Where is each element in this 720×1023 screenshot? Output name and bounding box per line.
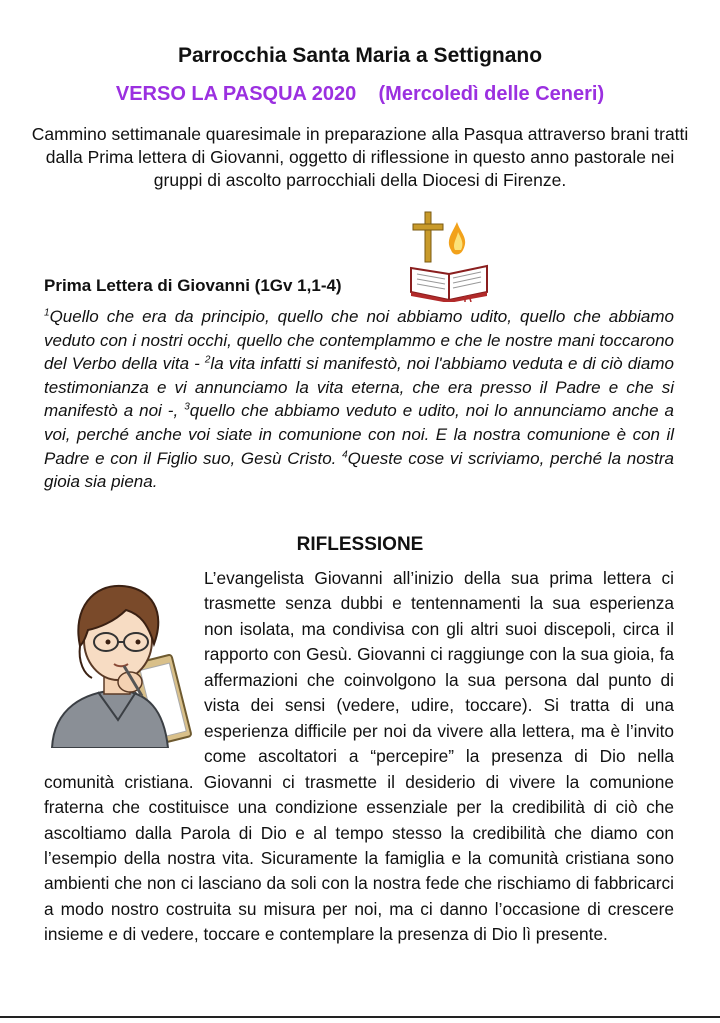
scripture-passage	[44, 305, 674, 494]
intro-paragraph: Cammino settimanale quaresimale in preparazione alla Pasqua attraverso brani tratti dalla Prima lettera di Giovanni, oggetto di riflessione in questo anno pastorale nei gruppi di ascolto parrocchiali della Diocesi di Firenze.	[31, 124, 689, 190]
reflection-text: L’evangelista Giovanni all’inizio della sua prima lettera ci trasmette senza dubbi e tentennamenti la sua esperienza non isolata, ma condivisa con gli altri suoi discepoli, circa il rapporto con Gesù. Giovanni ci raggiunge con la sua gioia, fa affermazioni che coinvolgono la sua persona dal punto di vista dei sensi (vedere, udire, toccare). Si tratta di una esperienza difficile per noi da vivere alla lettera, ma è l’invito come ascoltatori a “percepire” la presenza di Dio nella comunità cristiana. Giovanni ci trasmette il desiderio di vivere la comunione fraterna che costituisce una condizione essenziale per la credibilità di ciò che ascoltiamo dalla Parola di Dio e al tempo stesso la credibilità che diamo con l’esempio della nostra vita. Sicuramente la famiglia e la comunità cristiana sono ambienti che non ci lasciano da soli con la nostra fede che rischiamo di fabbricarci a modo nostro costruita su misura per noi, ma ci danno l’occasione di crescere insieme e di vedere, toccare e contemplare la presenza di Dio lì presente.	[44, 568, 674, 945]
page-title: Parrocchia Santa Maria a Settignano	[177, 44, 543, 67]
verse-number: 4	[342, 448, 348, 460]
reflection-block	[44, 566, 674, 948]
bottom-divider	[0, 1016, 720, 1018]
verse-text: quello che abbiamo veduto e udito, noi lo annunciamo anche a voi, perché anche voi siate in comunione con noi. E la nostra comunione è con il Padre e con il Figlio suo, Gesù Cristo.	[44, 401, 675, 468]
verse-text: la vita infatti si manifestò, noi l'abbiamo veduta e di ciò diamo testimonianza e vi annunciamo la vita eterna, che era presso il Padre e che si manifestò a noi -,	[44, 354, 674, 421]
bible-cross-icon	[405, 210, 493, 302]
verse-text: Quello che era da principio, quello che noi abbiamo udito, quello che abbiamo veduto con i nostri occhi, quello che contemplammo e che le nostre mani toccarono del Verbo della vita -	[44, 307, 674, 374]
scripture-heading: Prima Lettera di Giovanni (1Gv 1,1-4)	[44, 276, 342, 295]
reflection-heading: RIFLESSIONE	[296, 534, 424, 555]
verse-number: 1	[44, 307, 50, 319]
verse-text: Queste cose vi scriviamo, perché la nostra gioia sia piena.	[44, 448, 674, 492]
page-subtitle: VERSO LA PASQUA 2020 (Mercoledì delle Ceneri)	[115, 83, 605, 105]
thinking-person-illustration	[44, 570, 196, 748]
verse-number: 3	[184, 401, 190, 413]
verse-number: 2	[204, 354, 211, 366]
